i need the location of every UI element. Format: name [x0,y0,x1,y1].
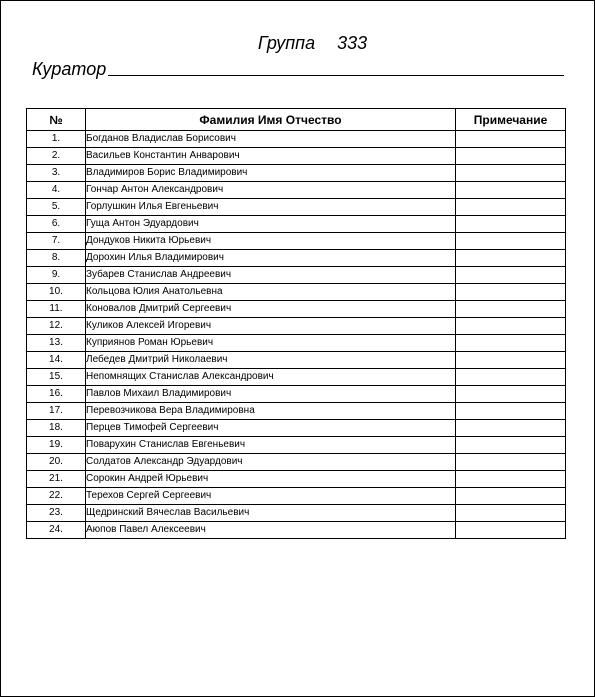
curator-line [32,59,564,79]
table-row [27,369,566,386]
student-full-name: Аюпов Павел Алексеевич [86,522,456,539]
student-full-name: Богданов Владислав Борисович [86,131,456,148]
row-number: 14. [27,352,86,369]
table-row [27,250,566,267]
curator-blank-field [108,55,564,76]
row-number: 22. [27,488,86,505]
column-header-full-name: Фамилия Имя Отчество [86,109,456,131]
student-full-name: Куприянов Роман Юрьевич [86,335,456,352]
student-full-name: Лебедев Дмитрий Николаевич [86,352,456,369]
row-number: 10. [27,284,86,301]
student-full-name: Васильев Константин Анварович [86,148,456,165]
table-row [27,182,566,199]
student-full-name: Дондуков Никита Юрьевич [86,233,456,250]
note-cell [456,216,566,233]
table-row [27,352,566,369]
table-row [27,233,566,250]
student-full-name: Перцев Тимофей Сергеевич [86,420,456,437]
note-cell [456,420,566,437]
student-full-name: Куликов Алексей Игоревич [86,318,456,335]
table-row [27,471,566,488]
table-row [27,386,566,403]
note-cell [456,335,566,352]
row-number: 6. [27,216,86,233]
group-number: 333 [337,33,368,53]
student-roster-table [26,108,566,539]
row-number: 18. [27,420,86,437]
note-cell [456,352,566,369]
table-row [27,131,566,148]
note-cell [456,284,566,301]
student-full-name: Гончар Антон Александрович [86,182,456,199]
table-row [27,148,566,165]
student-full-name: Перевозчикова Вера Владимировна [86,403,456,420]
student-full-name: Зубарев Станислав Андреевич [86,267,456,284]
row-number: 12. [27,318,86,335]
row-number: 2. [27,148,86,165]
column-header-note: Примечание [456,109,566,131]
note-cell [456,301,566,318]
student-full-name: Поварухин Станислав Евгеньевич [86,437,456,454]
row-number: 16. [27,386,86,403]
note-cell [456,233,566,250]
note-cell [456,250,566,267]
table-row [27,420,566,437]
table-row [27,284,566,301]
student-full-name: Непомнящих Станислав Александрович [86,369,456,386]
table-row [27,403,566,420]
table-row [27,216,566,233]
student-full-name: Терехов Сергей Сергеевич [86,488,456,505]
table-row [27,454,566,471]
row-number: 20. [27,454,86,471]
table-row [27,437,566,454]
column-header-number: № [27,109,86,131]
note-cell [456,267,566,284]
note-cell [456,522,566,539]
student-full-name: Кольцова Юлия Анатольевна [86,284,456,301]
row-number: 1. [27,131,86,148]
table-body [27,131,566,539]
table-header-row [27,109,566,131]
student-full-name: Владимиров Борис Владимирович [86,165,456,182]
row-number: 5. [27,199,86,216]
note-cell [456,318,566,335]
table-row [27,318,566,335]
table-row [27,165,566,182]
student-full-name: Щедринский Вячеслав Васильевич [86,505,456,522]
note-cell [456,199,566,216]
table-row [27,335,566,352]
table-row [27,199,566,216]
table-row [27,522,566,539]
row-number: 17. [27,403,86,420]
note-cell [456,505,566,522]
note-cell [456,403,566,420]
note-cell [456,471,566,488]
row-number: 11. [27,301,86,318]
row-number: 7. [27,233,86,250]
student-full-name: Солдатов Александр Эдуардович [86,454,456,471]
row-number: 9. [27,267,86,284]
curator-label: Куратор [32,59,107,79]
group-label: Группа [257,33,316,53]
note-cell [456,488,566,505]
student-full-name: Сорокин Андрей Юрьевич [86,471,456,488]
student-full-name: Гуща Антон Эдуардович [86,216,456,233]
table-row [27,488,566,505]
row-number: 3. [27,165,86,182]
row-number: 8. [27,250,86,267]
note-cell [456,437,566,454]
row-number: 15. [27,369,86,386]
row-number: 24. [27,522,86,539]
row-number: 19. [27,437,86,454]
student-full-name: Горлушкин Илья Евгеньевич [86,199,456,216]
student-full-name: Дорохин Илья Владимирович [86,250,456,267]
table-row [27,267,566,284]
row-number: 21. [27,471,86,488]
table-row [27,505,566,522]
row-number: 23. [27,505,86,522]
student-full-name: Коновалов Дмитрий Сергеевич [86,301,456,318]
group-heading [1,33,594,54]
note-cell [456,182,566,199]
note-cell [456,165,566,182]
note-cell [456,386,566,403]
note-cell [456,369,566,386]
note-cell [456,148,566,165]
row-number: 13. [27,335,86,352]
row-number: 4. [27,182,86,199]
note-cell [456,454,566,471]
note-cell [456,131,566,148]
table-row [27,301,566,318]
student-full-name: Павлов Михаил Владимирович [86,386,456,403]
